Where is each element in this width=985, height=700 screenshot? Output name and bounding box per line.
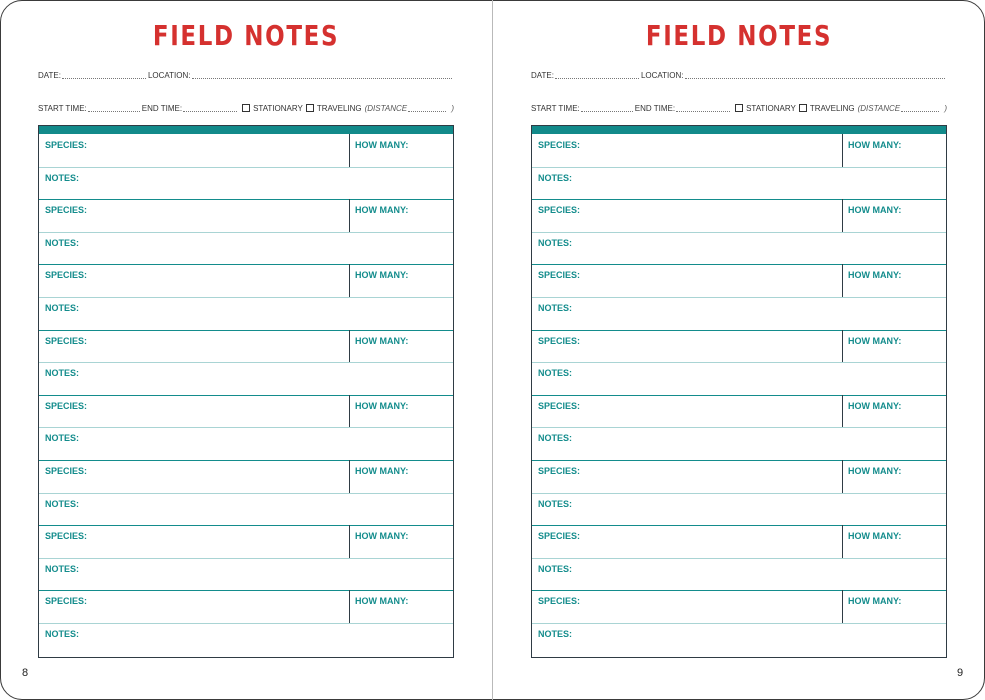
- notes-label: NOTES:: [538, 498, 573, 509]
- row-divider: [39, 232, 453, 233]
- notes-label: NOTES:: [538, 629, 573, 639]
- species-label: SPECIES:: [45, 531, 88, 542]
- notes-label: NOTES:: [45, 237, 80, 248]
- entry-divider: [39, 264, 453, 265]
- column-divider: [842, 134, 843, 167]
- row-divider: [532, 493, 946, 494]
- notes-label: NOTES:: [538, 368, 573, 379]
- how-many-label: HOW MANY:: [848, 466, 902, 476]
- entry-divider: [532, 264, 946, 265]
- start-time-label: START TIME:: [38, 104, 87, 113]
- traveling-label: TRAVELING: [316, 104, 362, 113]
- row-divider: [532, 558, 946, 559]
- entry-divider: [532, 590, 946, 591]
- column-divider: [842, 264, 843, 297]
- species-label: SPECIES:: [538, 596, 581, 607]
- row-divider: [39, 493, 453, 494]
- stationary-label: STATIONARY: [746, 104, 796, 113]
- stationary-checkbox[interactable]: [242, 104, 250, 112]
- row-divider: [39, 427, 453, 428]
- how-many-label: HOW MANY:: [848, 140, 902, 150]
- how-many-label: HOW MANY:: [848, 270, 902, 281]
- entry-divider: [39, 330, 453, 331]
- how-many-label: HOW MANY:: [355, 596, 409, 607]
- entry-divider: [532, 460, 946, 461]
- location-field[interactable]: [685, 71, 946, 79]
- how-many-label: HOW MANY:: [355, 270, 409, 281]
- distance-close: ): [944, 104, 947, 113]
- entry-divider: [532, 525, 946, 526]
- species-label: SPECIES:: [45, 400, 88, 411]
- start-time-field[interactable]: [88, 104, 140, 112]
- date-field[interactable]: [555, 71, 639, 79]
- notes-label: NOTES:: [45, 172, 80, 183]
- entry-divider: [532, 199, 946, 200]
- how-many-label: HOW MANY:: [355, 140, 409, 150]
- date-location-row: [38, 71, 454, 80]
- species-table: [531, 125, 947, 658]
- entry-divider: [39, 199, 453, 200]
- entry-divider: [532, 395, 946, 396]
- species-table: [38, 125, 454, 658]
- page-left: [0, 0, 492, 700]
- column-divider: [349, 330, 350, 363]
- row-divider: [39, 623, 453, 624]
- traveling-checkbox[interactable]: [306, 104, 314, 112]
- notes-label: NOTES:: [538, 433, 573, 444]
- species-label: SPECIES:: [538, 140, 581, 150]
- page-number: 9: [957, 667, 964, 679]
- end-time-label: END TIME:: [141, 104, 183, 113]
- column-divider: [349, 199, 350, 232]
- how-many-label: HOW MANY:: [355, 400, 409, 411]
- notes-label: NOTES:: [45, 368, 80, 379]
- table-header-bar: [532, 126, 946, 134]
- stationary-checkbox[interactable]: [735, 104, 743, 112]
- notes-label: NOTES:: [538, 303, 573, 313]
- row-divider: [39, 297, 453, 298]
- distance-field[interactable]: [408, 104, 446, 112]
- column-divider: [349, 525, 350, 558]
- row-divider: [39, 362, 453, 363]
- date-field[interactable]: [62, 71, 146, 79]
- species-label: SPECIES:: [538, 400, 581, 411]
- location-field[interactable]: [192, 71, 453, 79]
- page-number: 8: [22, 667, 29, 679]
- time-row: [38, 104, 454, 113]
- notes-label: NOTES:: [538, 563, 573, 574]
- how-many-label: HOW MANY:: [848, 596, 902, 607]
- column-divider: [842, 395, 843, 428]
- start-time-field[interactable]: [581, 104, 633, 112]
- page-title: FIELD NOTES: [152, 19, 340, 52]
- species-label: SPECIES:: [45, 140, 88, 150]
- how-many-label: HOW MANY:: [848, 531, 902, 542]
- notes-label: NOTES:: [45, 303, 80, 313]
- species-label: SPECIES:: [538, 205, 581, 216]
- notes-label: NOTES:: [45, 498, 80, 509]
- time-row: [531, 104, 947, 113]
- entry-divider: [39, 590, 453, 591]
- column-divider: [349, 460, 350, 493]
- distance-field[interactable]: [901, 104, 939, 112]
- location-label: LOCATION:: [147, 71, 191, 80]
- distance-label: (DISTANCE: [857, 104, 901, 113]
- page-title: FIELD NOTES: [645, 19, 833, 52]
- end-time-field[interactable]: [676, 104, 730, 112]
- species-label: SPECIES:: [538, 270, 581, 281]
- notes-label: NOTES:: [538, 172, 573, 183]
- column-divider: [349, 590, 350, 623]
- end-time-label: END TIME:: [634, 104, 676, 113]
- distance-label: (DISTANCE: [364, 104, 408, 113]
- end-time-field[interactable]: [183, 104, 237, 112]
- how-many-label: HOW MANY:: [355, 205, 409, 216]
- start-time-label: START TIME:: [531, 104, 580, 113]
- how-many-label: HOW MANY:: [355, 531, 409, 542]
- distance-close: ): [451, 104, 454, 113]
- entry-divider: [532, 330, 946, 331]
- column-divider: [349, 395, 350, 428]
- row-divider: [532, 427, 946, 428]
- row-divider: [532, 297, 946, 298]
- row-divider: [532, 167, 946, 168]
- how-many-label: HOW MANY:: [355, 466, 409, 476]
- location-label: LOCATION:: [640, 71, 684, 80]
- species-label: SPECIES:: [45, 596, 88, 607]
- row-divider: [532, 362, 946, 363]
- species-label: SPECIES:: [538, 335, 581, 346]
- row-divider: [532, 623, 946, 624]
- how-many-label: HOW MANY:: [848, 400, 902, 411]
- row-divider: [532, 232, 946, 233]
- species-label: SPECIES:: [538, 466, 581, 476]
- column-divider: [842, 199, 843, 232]
- column-divider: [349, 134, 350, 167]
- row-divider: [39, 558, 453, 559]
- table-header-bar: [39, 126, 453, 134]
- entry-divider: [39, 460, 453, 461]
- notes-label: NOTES:: [45, 563, 80, 574]
- species-label: SPECIES:: [45, 466, 88, 476]
- date-label: DATE:: [38, 71, 61, 80]
- species-label: SPECIES:: [45, 270, 88, 281]
- species-label: SPECIES:: [538, 531, 581, 542]
- row-divider: [39, 167, 453, 168]
- column-divider: [842, 525, 843, 558]
- column-divider: [842, 590, 843, 623]
- how-many-label: HOW MANY:: [848, 335, 902, 346]
- traveling-checkbox[interactable]: [799, 104, 807, 112]
- notes-label: NOTES:: [538, 237, 573, 248]
- page-right: [493, 0, 985, 700]
- column-divider: [842, 330, 843, 363]
- column-divider: [842, 460, 843, 493]
- date-label: DATE:: [531, 71, 554, 80]
- species-label: SPECIES:: [45, 205, 88, 216]
- how-many-label: HOW MANY:: [355, 335, 409, 346]
- entry-divider: [39, 395, 453, 396]
- species-label: SPECIES:: [45, 335, 88, 346]
- how-many-label: HOW MANY:: [848, 205, 902, 216]
- notes-label: NOTES:: [45, 433, 80, 444]
- stationary-label: STATIONARY: [253, 104, 303, 113]
- date-location-row: [531, 71, 947, 80]
- column-divider: [349, 264, 350, 297]
- notes-label: NOTES:: [45, 629, 80, 639]
- traveling-label: TRAVELING: [809, 104, 855, 113]
- entry-divider: [39, 525, 453, 526]
